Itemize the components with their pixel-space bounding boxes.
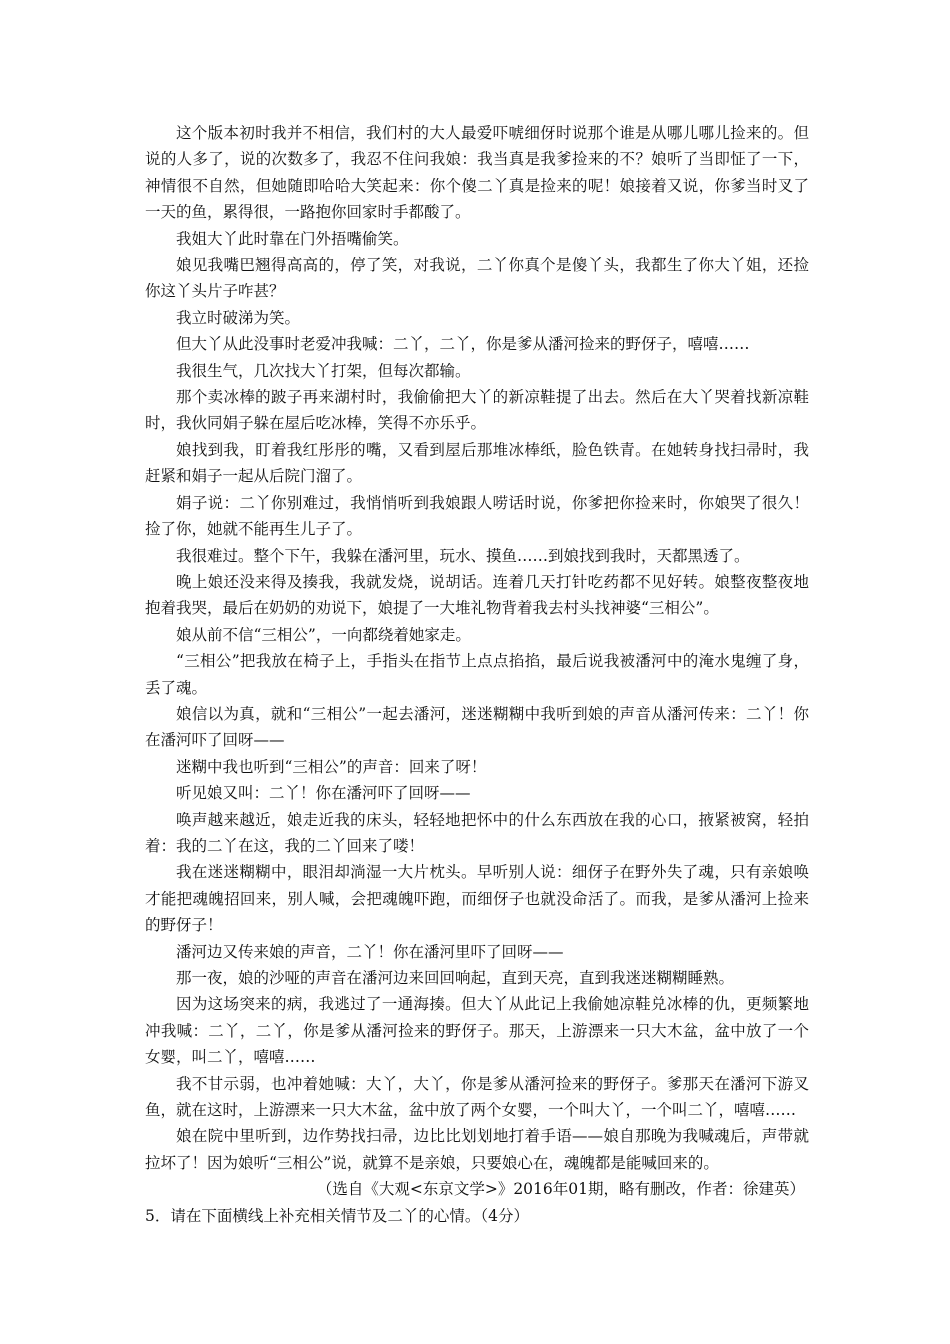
paragraph: 我很生气，几次找大丫打架，但每次都输。 bbox=[176, 361, 471, 380]
paragraph: 那个卖冰棒的跛子再来湖村时，我偷偷把大丫的新凉鞋提了出去。然后在大丫哭着找新凉鞋时，我伙同娟子躲在屋后吃冰棒，笑得不亦乐乎。 bbox=[145, 388, 809, 433]
paragraph: 我姐大丫此时靠在门外捂嘴偷笑。 bbox=[176, 229, 409, 248]
paragraph: 这个版本初时我并不相信，我们村的大人最爱吓唬细伢时说那个谁是从哪儿哪儿捡来的。但说的人多了，说的次数多了，我忍不住问我娘：我当真是我爹捡来的不？娘听了当即怔了一下，神情很不自然，但她随即哈哈大笑起来：你个傻二丫真是捡来的呢！娘接着又说，你爹当时叉了一天的鱼，累得很，一路抱你回家时手都酸了。 bbox=[145, 124, 809, 222]
paragraph: 娘找到我，盯着我红彤彤的嘴，又看到屋后那堆冰棒纸，脸色铁青。在她转身找扫帚时，我赶紧和娟子一起从后院门溜了。 bbox=[145, 440, 809, 486]
paragraph: 娘信以为真，就和“三相公”一起去潘河，迷迷糊糊中我听到娘的声音从潘河传来：二丫！你在潘河吓了回呀—— bbox=[145, 704, 809, 750]
source-citation: （选自《大观<东京文学>》2016年01期，略有删改，作者：徐建英） bbox=[316, 1180, 805, 1199]
paragraph: 听见娘又叫：二丫！你在潘河吓了回呀—— bbox=[176, 784, 471, 803]
paragraph: 因为这场突来的病，我逃过了一通海揍。但大丫从此记上我偷她凉鞋兑冰棒的仇，更频繁地冲我喊：二丫，二丫，你是爹从潘河捡来的野伢子。那天，上游漂来一只大木盆，盆中放了一个女婴，叫二丫，嘻嘻…… bbox=[145, 995, 809, 1067]
paragraph: 娘见我嘴巴翘得高高的，停了笑，对我说，二丫你真个是傻丫头，我都生了你大丫姐，还捡你这丫头片子咋甚？ bbox=[145, 256, 809, 301]
paragraph: 唤声越来越近，娘走近我的床头，轻轻地把怀中的什么东西放在我的心口，掖紧被窝，轻拍着：我的二丫在这，我的二丫回来了喽！ bbox=[145, 810, 809, 855]
question-5: 5．请在下面横线上补充相关情节及二丫的心情。（4分） bbox=[145, 1206, 529, 1225]
paragraph: “三相公”把我放在椅子上，手指头在指节上点点掐掐，最后说我被潘河中的淹水鬼缠了身，丢了魂。 bbox=[145, 652, 809, 697]
paragraph: 我不甘示弱，也冲着她喊：大丫，大丫，你是爹从潘河捡来的野伢子。爹那天在潘河下游叉鱼，就在这时，上游漂来一只大木盆，盆中放了两个女婴，一个叫大丫，一个叫二丫，嘻嘻…… bbox=[145, 1074, 809, 1120]
paragraph: 那一夜，娘的沙哑的声音在潘河边来回回响起，直到天亮，直到我迷迷糊糊睡熟。 bbox=[176, 969, 735, 987]
paragraph: 我立时破涕为笑。 bbox=[176, 308, 301, 327]
paragraph: 潘河边又传来娘的声音，二丫！你在潘河里吓了回呀—— bbox=[176, 942, 564, 961]
article-body bbox=[145, 120, 809, 1229]
paragraph: 迷糊中我也听到“三相公”的声音：回来了呀！ bbox=[176, 757, 487, 776]
paragraph: 但大丫从此没事时老爱冲我喊：二丫，二丫，你是爹从潘河捡来的野伢子，嘻嘻…… bbox=[176, 335, 750, 354]
paragraph: 晚上娘还没来得及揍我，我就发烧，说胡话。连着几天打针吃药都不见好转。娘整夜整夜地抱着我哭，最后在奶奶的劝说下，娘提了一大堆礼物背着我去村头找神婆“三相公”。 bbox=[145, 572, 809, 618]
paragraph: 我在迷迷糊糊中，眼泪却淌湿一大片枕头。早听别人说：细伢子在野外失了魂，只有亲娘唤才能把魂魄招回来，别人喊，会把魂魄吓跑，而细伢子也就没命活了。而我，是爹从潘河上捡来的野伢子！ bbox=[145, 863, 809, 935]
paragraph: 娘从前不信“三相公”，一向都绕着她家走。 bbox=[176, 625, 471, 644]
paragraph: 娘在院中里听到，边作势找扫帚，边比比划划地打着手语——娘自那晚为我喊魂后，声带就拉坏了！因为娘听“三相公”说，就算不是亲娘，只要娘心在，魂魄都是能喊回来的。 bbox=[145, 1127, 809, 1172]
paragraph: 娟子说：二丫你别难过，我悄悄听到我娘跟人唠话时说，你爹把你捡来时，你娘哭了很久！捡了你，她就不能再生儿子了。 bbox=[145, 493, 809, 539]
paragraph: 我很难过。整个下午，我躲在潘河里，玩水、摸鱼……到娘找到我时，天都黑透了。 bbox=[176, 546, 750, 565]
